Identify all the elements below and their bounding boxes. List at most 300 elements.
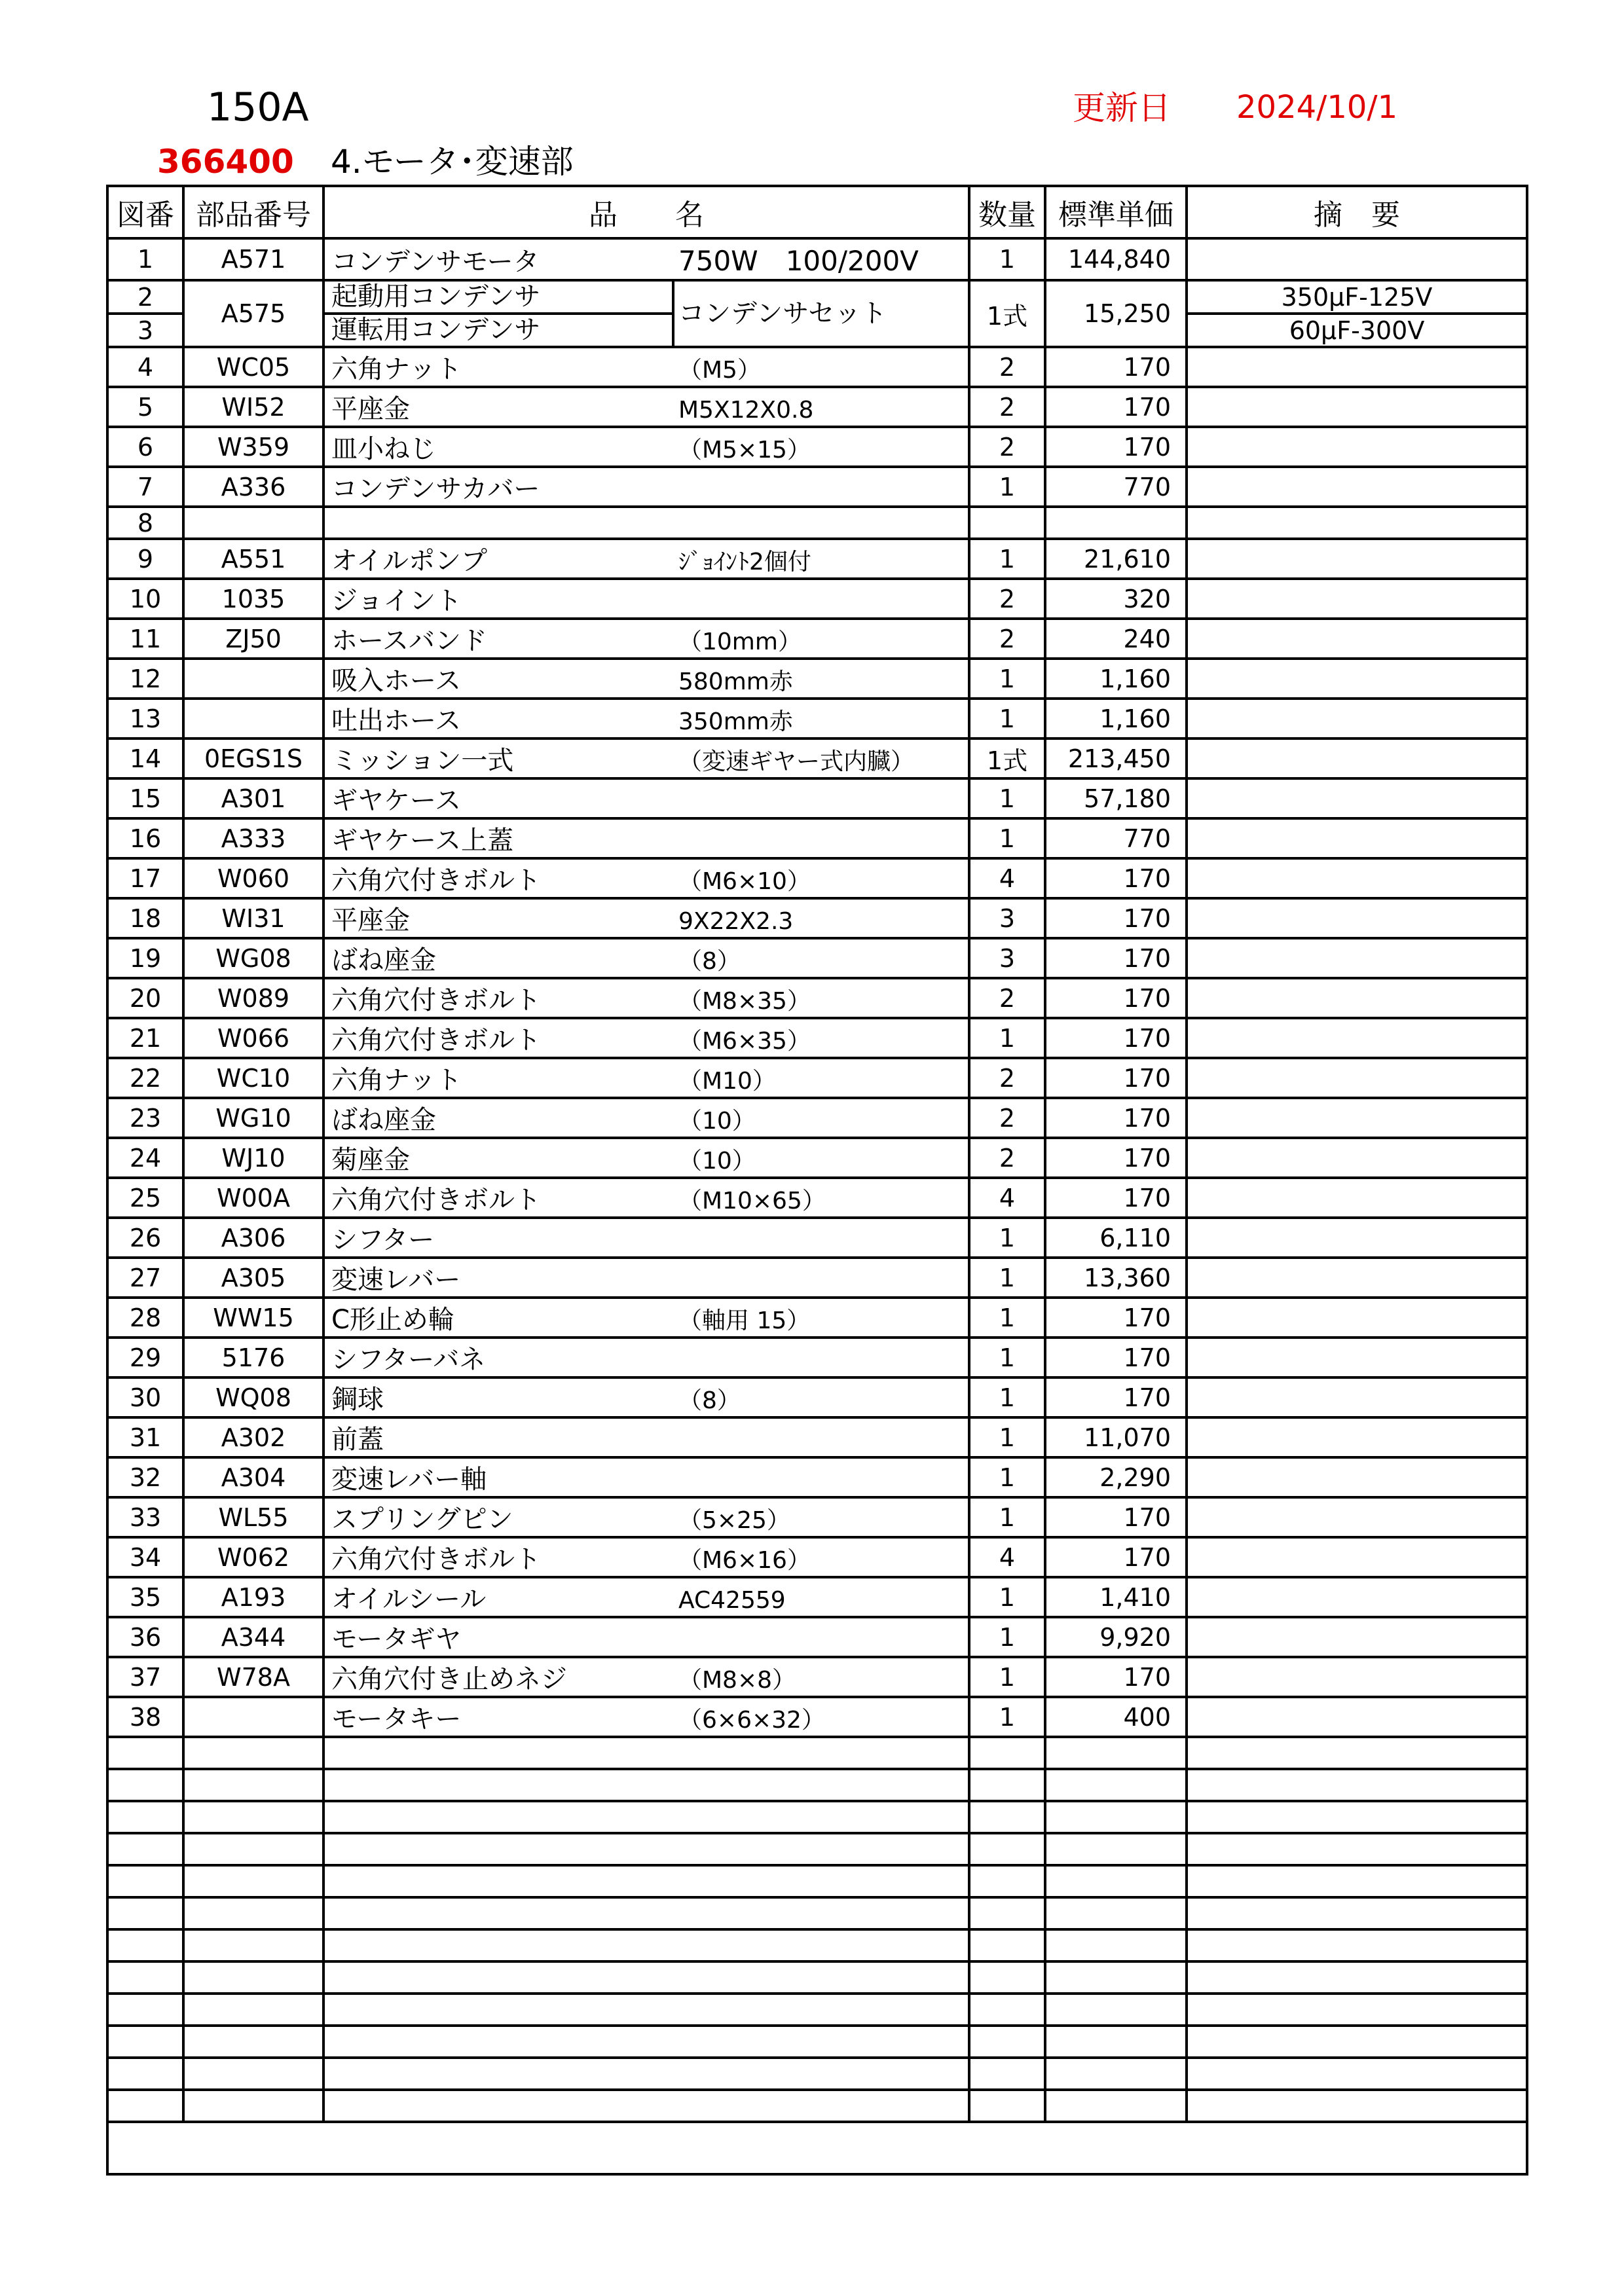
- item-name: 六角ナット: [331, 354, 462, 384]
- part-no-cell: WW15: [183, 1298, 323, 1338]
- table-row: [107, 938, 1527, 978]
- note-cell: 350μF-125V: [1187, 280, 1527, 314]
- note-cell: [1187, 1697, 1527, 1737]
- price-cell: 2,290: [1045, 1457, 1187, 1497]
- part-no-cell: W359: [183, 427, 323, 467]
- figure-no-cell: 4: [107, 347, 183, 387]
- note-cell: [1187, 619, 1527, 659]
- empty-cell: [1187, 2058, 1527, 2090]
- figure-no-cell: 16: [107, 818, 183, 858]
- price-cell: 170: [1045, 1497, 1187, 1537]
- item-name: ばね座金: [331, 1105, 436, 1135]
- empty-cell: [1045, 1929, 1187, 1961]
- item-name: 平座金: [331, 905, 410, 936]
- name-cell: [323, 1218, 969, 1258]
- price-cell: 170: [1045, 858, 1187, 898]
- empty-cell: [107, 2026, 183, 2058]
- item-name: オイルポンプ: [331, 546, 487, 576]
- empty-cell: [183, 2090, 323, 2122]
- part-no-cell: A304: [183, 1457, 323, 1497]
- table-row: [107, 1178, 1527, 1218]
- item-name: 六角穴付きボルト: [331, 1025, 541, 1055]
- part-no-cell: [183, 1697, 323, 1737]
- table-row: [107, 1497, 1527, 1537]
- part-no-cell: A193: [183, 1577, 323, 1617]
- item-name: C形止め輪: [331, 1305, 454, 1335]
- empty-cell: [1187, 1769, 1527, 1801]
- item-name: 皿小ねじ: [331, 434, 436, 464]
- qty-cell: 1: [969, 699, 1045, 738]
- figure-no-cell: 14: [107, 738, 183, 778]
- part-no-cell: A571: [183, 238, 323, 280]
- qty-cell: 1: [969, 1258, 1045, 1298]
- table-row: [107, 1377, 1527, 1417]
- qty-cell: 4: [969, 858, 1045, 898]
- note-cell: [1187, 1497, 1527, 1537]
- figure-no-cell: 34: [107, 1537, 183, 1577]
- name-cell: [323, 818, 969, 858]
- note-cell: [1187, 1138, 1527, 1178]
- figure-no-cell: 33: [107, 1497, 183, 1537]
- part-no-cell: WI31: [183, 898, 323, 938]
- note-cell: [1187, 978, 1527, 1018]
- part-no-cell: [183, 659, 323, 699]
- price-cell: 320: [1045, 579, 1187, 619]
- col-header-figure-no: 図番: [107, 186, 183, 238]
- empty-cell: [1045, 1961, 1187, 1994]
- item-spec: （変速ギヤー式内臓）: [678, 748, 915, 775]
- empty-cell: [969, 2026, 1045, 2058]
- empty-cell: [323, 1961, 969, 1994]
- item-spec: （6×6×32）: [678, 1707, 825, 1734]
- note-cell: 60μF-300V: [1187, 314, 1527, 347]
- item-name: ジョイント: [331, 586, 462, 616]
- empty-cell: [969, 1994, 1045, 2026]
- name-cell: [323, 1497, 969, 1537]
- figure-no-cell: 23: [107, 1098, 183, 1138]
- name-cell: [323, 1058, 969, 1098]
- empty-cell: [107, 1769, 183, 1801]
- table-row: [107, 238, 1527, 280]
- note-cell: [1187, 347, 1527, 387]
- empty-row: [107, 1833, 1527, 1865]
- item-spec: （10）: [678, 1108, 756, 1135]
- name-cell: [323, 1537, 969, 1577]
- name-cell: [323, 427, 969, 467]
- qty-cell: 1: [969, 1697, 1045, 1737]
- note-cell: [1187, 238, 1527, 280]
- price-cell: 170: [1045, 427, 1187, 467]
- empty-row: [107, 2026, 1527, 2058]
- item-name: コンデンサモータ: [331, 247, 540, 277]
- empty-cell: [107, 1897, 183, 1929]
- price-cell: 170: [1045, 1018, 1187, 1058]
- qty-cell: 1: [969, 1218, 1045, 1258]
- figure-no-cell: 18: [107, 898, 183, 938]
- table-row: [107, 387, 1527, 427]
- item-name: ばね座金: [331, 945, 436, 975]
- name-cell: [323, 280, 969, 347]
- empty-cell: [969, 1897, 1045, 1929]
- empty-cell: [969, 2058, 1045, 2090]
- empty-cell: [107, 1833, 183, 1865]
- item-name: スプリングピン: [331, 1504, 513, 1535]
- item-spec: M5X12X0.8: [678, 397, 814, 424]
- item-name: ミッション一式: [331, 746, 514, 776]
- table-row: [107, 738, 1527, 778]
- note-cell: [1187, 1018, 1527, 1058]
- empty-cell: [323, 2058, 969, 2090]
- name-cell: [323, 938, 969, 978]
- note-cell: [1187, 507, 1527, 539]
- item-spec: （M6×16）: [678, 1547, 811, 1574]
- table-row: [107, 818, 1527, 858]
- item-spec: 750W 100/200V: [678, 245, 919, 277]
- empty-cell: [1187, 1929, 1527, 1961]
- item-name: ホースバンド: [331, 626, 487, 656]
- price-cell: 213,450: [1045, 738, 1187, 778]
- empty-cell: [1045, 2090, 1187, 2122]
- empty-cell: [107, 1865, 183, 1897]
- qty-cell: 2: [969, 347, 1045, 387]
- part-no-cell: 0EGS1S: [183, 738, 323, 778]
- item-spec: （M5）: [678, 357, 761, 384]
- update-date: 2024/10/1: [1236, 89, 1398, 126]
- empty-row: [107, 1897, 1527, 1929]
- price-cell: 170: [1045, 1298, 1187, 1338]
- qty-cell: 1: [969, 539, 1045, 579]
- name-cell: [323, 1178, 969, 1218]
- note-cell: [1187, 1537, 1527, 1577]
- figure-no-cell: 21: [107, 1018, 183, 1058]
- item-name: 変速レバー: [331, 1265, 461, 1295]
- price-cell: 170: [1045, 387, 1187, 427]
- item-name: 運転用コンデンサ: [331, 315, 541, 345]
- part-no-cell: [183, 507, 323, 539]
- part-no-cell: A306: [183, 1218, 323, 1258]
- name-cell: [323, 778, 969, 818]
- price-cell: 57,180: [1045, 778, 1187, 818]
- empty-cell: [183, 1769, 323, 1801]
- empty-cell: [969, 1961, 1045, 1994]
- item-name: 変速レバー軸: [331, 1465, 487, 1495]
- note-cell: [1187, 699, 1527, 738]
- item-name: 鋼球: [331, 1385, 384, 1415]
- item-spec: 350mm赤: [678, 708, 793, 735]
- name-cell: [323, 347, 969, 387]
- col-header-note: 摘 要: [1187, 186, 1527, 238]
- part-no-cell: W78A: [183, 1657, 323, 1697]
- name-cell: [323, 738, 969, 778]
- name-cell: [323, 858, 969, 898]
- empty-cell: [183, 1994, 323, 2026]
- item-name: 六角穴付きボルト: [331, 985, 541, 1015]
- table-row: [107, 539, 1527, 579]
- figure-no-cell: 19: [107, 938, 183, 978]
- part-no-cell: W00A: [183, 1178, 323, 1218]
- item-name: 吐出ホース: [331, 706, 461, 736]
- note-cell: [1187, 1657, 1527, 1697]
- empty-cell: [1187, 1801, 1527, 1833]
- name-cell: [323, 1098, 969, 1138]
- item-spec: （8）: [678, 948, 741, 975]
- qty-cell: 1: [969, 1657, 1045, 1697]
- empty-cell: [1187, 1994, 1527, 2026]
- table-row: [107, 858, 1527, 898]
- empty-cell: [323, 1769, 969, 1801]
- part-no-cell: WC05: [183, 347, 323, 387]
- note-cell: [1187, 1417, 1527, 1457]
- figure-no-cell: 22: [107, 1058, 183, 1098]
- part-no-cell: A575: [183, 280, 323, 347]
- empty-cell: [1045, 2026, 1187, 2058]
- note-cell: [1187, 858, 1527, 898]
- price-cell: 11,070: [1045, 1417, 1187, 1457]
- figure-no-cell: 7: [107, 467, 183, 507]
- price-cell: 21,610: [1045, 539, 1187, 579]
- table-row: [107, 1577, 1527, 1617]
- empty-row: [107, 1769, 1527, 1801]
- item-spec: （M10×65）: [678, 1188, 826, 1214]
- figure-no-cell: 13: [107, 699, 183, 738]
- table-row: [107, 1417, 1527, 1457]
- name-cell: [323, 238, 969, 280]
- empty-cell: [1045, 1865, 1187, 1897]
- empty-cell: [323, 1801, 969, 1833]
- part-no-cell: A551: [183, 539, 323, 579]
- qty-cell: 2: [969, 387, 1045, 427]
- qty-cell: 1: [969, 778, 1045, 818]
- item-spec: （8）: [678, 1387, 741, 1414]
- item-spec: （5×25）: [678, 1507, 790, 1534]
- item-name: オイルシール: [331, 1584, 487, 1614]
- price-cell: 770: [1045, 818, 1187, 858]
- empty-cell: [969, 1737, 1045, 1769]
- item-name: ギヤケース上蓋: [331, 826, 513, 856]
- empty-cell: [183, 1865, 323, 1897]
- qty-cell: 1: [969, 1338, 1045, 1377]
- note-cell: [1187, 738, 1527, 778]
- note-cell: [1187, 1098, 1527, 1138]
- empty-row: [107, 1737, 1527, 1769]
- name-cell: [323, 1377, 969, 1417]
- empty-cell: [183, 1801, 323, 1833]
- table-row: [107, 579, 1527, 619]
- figure-no-cell: 24: [107, 1138, 183, 1178]
- figure-no-cell: 9: [107, 539, 183, 579]
- qty-cell: 1: [969, 1497, 1045, 1537]
- item-name: シフター: [331, 1225, 435, 1255]
- name-cell: [323, 579, 969, 619]
- empty-cell: [1187, 2026, 1527, 2058]
- empty-cell: [1187, 2090, 1527, 2122]
- note-cell: [1187, 898, 1527, 938]
- price-cell: 9,920: [1045, 1617, 1187, 1657]
- figure-no-cell: 5: [107, 387, 183, 427]
- part-no-cell: A302: [183, 1417, 323, 1457]
- part-no-cell: [183, 699, 323, 738]
- empty-cell: [323, 1737, 969, 1769]
- item-name: 吸入ホース: [331, 666, 461, 696]
- item-spec: （M8×35）: [678, 988, 811, 1015]
- table-row: [107, 1218, 1527, 1258]
- note-cell: [1187, 1377, 1527, 1417]
- name-cell: [323, 1338, 969, 1377]
- empty-cell: [183, 1833, 323, 1865]
- price-cell: 13,360: [1045, 1258, 1187, 1298]
- name-cell: [323, 467, 969, 507]
- qty-cell: 3: [969, 898, 1045, 938]
- item-spec: （M6×35）: [678, 1028, 811, 1055]
- figure-no-cell: 27: [107, 1258, 183, 1298]
- figure-no-cell: 10: [107, 579, 183, 619]
- price-cell: 170: [1045, 1098, 1187, 1138]
- name-cell: [323, 619, 969, 659]
- empty-cell: [323, 1929, 969, 1961]
- table-row: [107, 467, 1527, 507]
- item-name: 起動用コンデンサ: [325, 282, 672, 315]
- qty-cell: 2: [969, 579, 1045, 619]
- empty-cell: [1045, 1737, 1187, 1769]
- price-cell: 170: [1045, 1377, 1187, 1417]
- note-cell: [1187, 579, 1527, 619]
- table-row: [107, 427, 1527, 467]
- name-cell: [323, 1258, 969, 1298]
- figure-no-cell: 1: [107, 238, 183, 280]
- empty-cell: [1187, 1833, 1527, 1865]
- empty-cell: [1045, 1801, 1187, 1833]
- qty-cell: 2: [969, 1098, 1045, 1138]
- part-no-cell: WC10: [183, 1058, 323, 1098]
- qty-cell: 1: [969, 1018, 1045, 1058]
- part-no-cell: WG08: [183, 938, 323, 978]
- empty-row: [107, 1929, 1527, 1961]
- name-cell: [323, 1457, 969, 1497]
- price-cell: [1045, 507, 1187, 539]
- item-name: コンデンサカバー: [331, 474, 540, 504]
- name-cell: [323, 659, 969, 699]
- note-cell: [1187, 1178, 1527, 1218]
- name-cell: [323, 1577, 969, 1617]
- item-name: 六角穴付きボルト: [331, 866, 541, 896]
- qty-cell: 1式: [969, 738, 1045, 778]
- empty-cell: [183, 1897, 323, 1929]
- empty-row: [107, 1801, 1527, 1833]
- item-spec: （M6×10）: [678, 868, 811, 895]
- note-cell: [1187, 1457, 1527, 1497]
- qty-cell: 2: [969, 1058, 1045, 1098]
- col-header-name: 品 名: [323, 186, 969, 238]
- price-cell: 170: [1045, 1138, 1187, 1178]
- qty-cell: 1: [969, 818, 1045, 858]
- item-spec: 9X22X2.3: [678, 908, 794, 935]
- note-cell: [1187, 1617, 1527, 1657]
- item-spec: （10）: [678, 1148, 756, 1175]
- empty-cell: [107, 1961, 183, 1994]
- empty-cell: [969, 1801, 1045, 1833]
- part-no-cell: WG10: [183, 1098, 323, 1138]
- table-row: [107, 619, 1527, 659]
- table-row: [107, 1537, 1527, 1577]
- part-no-cell: A333: [183, 818, 323, 858]
- item-name: モータギヤ: [331, 1624, 462, 1654]
- empty-row: [107, 1961, 1527, 1994]
- name-cell: [323, 978, 969, 1018]
- figure-no-cell: 15: [107, 778, 183, 818]
- item-spec: （M5×15）: [678, 437, 811, 464]
- name-cell: [323, 1018, 969, 1058]
- table-row: [107, 1018, 1527, 1058]
- empty-cell: [969, 1929, 1045, 1961]
- figure-no-cell: 2: [107, 280, 183, 314]
- price-cell: 770: [1045, 467, 1187, 507]
- item-name: 六角穴付きボルト: [331, 1544, 541, 1575]
- footer-cell: [107, 2122, 1527, 2174]
- part-no-cell: 5176: [183, 1338, 323, 1377]
- part-no-cell: A344: [183, 1617, 323, 1657]
- note-cell: [1187, 427, 1527, 467]
- note-cell: [1187, 1298, 1527, 1338]
- qty-cell: 1: [969, 1577, 1045, 1617]
- empty-row: [107, 2058, 1527, 2090]
- name-cell: [323, 699, 969, 738]
- col-header-part-no: 部品番号: [183, 186, 323, 238]
- table-row: [107, 1058, 1527, 1098]
- empty-cell: [1187, 1961, 1527, 1994]
- table-row: [107, 1098, 1527, 1138]
- price-cell: 1,160: [1045, 699, 1187, 738]
- table-header-row: [107, 186, 1527, 238]
- price-cell: 170: [1045, 1178, 1187, 1218]
- item-spec: AC42559: [678, 1587, 786, 1614]
- figure-no-cell: 6: [107, 427, 183, 467]
- qty-cell: 1: [969, 1377, 1045, 1417]
- name-cell: [323, 1298, 969, 1338]
- empty-cell: [107, 1994, 183, 2026]
- table-row: [107, 898, 1527, 938]
- part-no-cell: W089: [183, 978, 323, 1018]
- empty-cell: [107, 2058, 183, 2090]
- item-name: 六角穴付き止めネジ: [331, 1664, 567, 1694]
- empty-cell: [969, 2090, 1045, 2122]
- table-row: [107, 699, 1527, 738]
- part-no-cell: A305: [183, 1258, 323, 1298]
- figure-no-cell: 35: [107, 1577, 183, 1617]
- table-row: [107, 978, 1527, 1018]
- part-no-cell: W060: [183, 858, 323, 898]
- name-cell: [323, 1417, 969, 1457]
- catalog-code: 366400: [157, 143, 294, 181]
- item-spec: （M10）: [678, 1068, 776, 1095]
- part-no-cell: A301: [183, 778, 323, 818]
- qty-cell: 2: [969, 1138, 1045, 1178]
- empty-cell: [107, 2090, 183, 2122]
- empty-cell: [1187, 1897, 1527, 1929]
- figure-no-cell: 29: [107, 1338, 183, 1377]
- figure-no-cell: 20: [107, 978, 183, 1018]
- item-spec: （軸用 15）: [678, 1307, 811, 1334]
- empty-cell: [107, 1801, 183, 1833]
- part-no-cell: A336: [183, 467, 323, 507]
- qty-cell: 1: [969, 1417, 1045, 1457]
- note-cell: [1187, 467, 1527, 507]
- price-cell: 170: [1045, 1338, 1187, 1377]
- name-cell: [323, 387, 969, 427]
- note-cell: [1187, 1258, 1527, 1298]
- item-spec: ｼﾞｮｲﾝﾄ2個付: [678, 549, 811, 575]
- empty-row: [107, 2090, 1527, 2122]
- empty-cell: [1045, 1769, 1187, 1801]
